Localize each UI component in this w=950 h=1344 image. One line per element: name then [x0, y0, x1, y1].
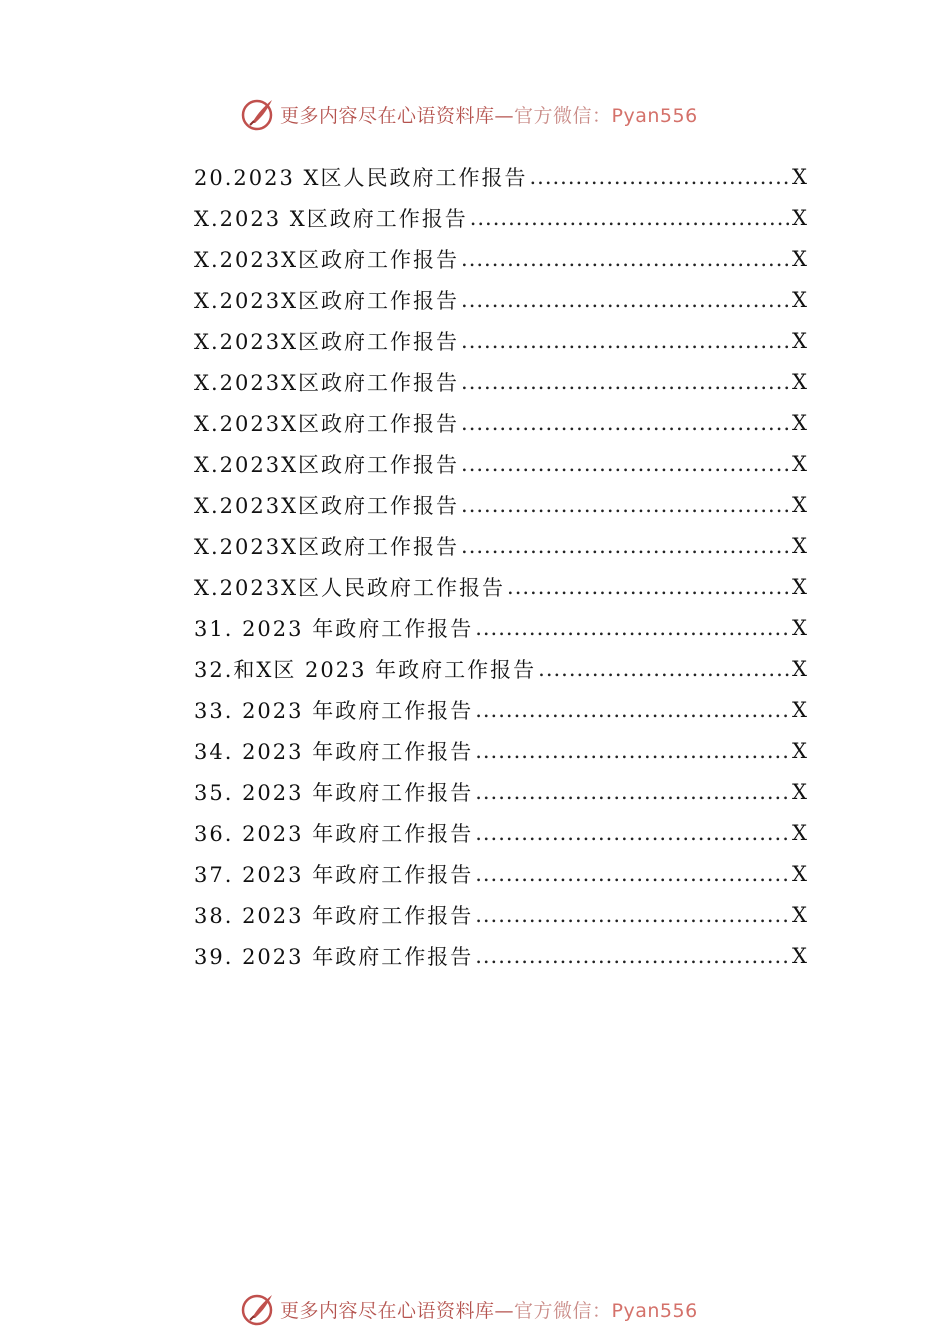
- toc-entry[interactable]: [194, 525, 806, 566]
- toc-entry-page: X: [792, 246, 807, 271]
- toc-entry-page: X: [792, 492, 807, 517]
- toc-leader-dots: [461, 493, 790, 517]
- toc-entry-page: X: [792, 738, 807, 763]
- toc-leader-dots: [461, 411, 790, 435]
- toc-entry-title: 34. 2023 年政府工作报告: [194, 739, 474, 764]
- toc-entry[interactable]: [194, 607, 806, 648]
- toc-entry-title: X.2023 X区政府工作报告: [194, 206, 468, 231]
- toc-entry-title: X.2023X区人民政府工作报告: [194, 575, 506, 600]
- toc-entry-page: X: [792, 205, 807, 230]
- toc-entry[interactable]: [194, 238, 806, 279]
- toc-entry[interactable]: [194, 279, 806, 320]
- toc-entry-title: 37. 2023 年政府工作报告: [194, 862, 474, 887]
- toc-entry-title: 20.2023 X区人民政府工作报告: [194, 165, 528, 190]
- toc-entry-title: X.2023X区政府工作报告: [194, 329, 460, 354]
- toc-entry-title: 38. 2023 年政府工作报告: [194, 903, 474, 928]
- toc-entry-title: X.2023X区政府工作报告: [194, 411, 460, 436]
- toc-leader-dots: [475, 698, 790, 722]
- toc-entry[interactable]: [194, 156, 806, 197]
- toc-entry-page: X: [792, 697, 807, 722]
- toc-entry-page: X: [792, 164, 807, 189]
- wechat-label: 官方微信：: [514, 104, 612, 127]
- toc-entry[interactable]: [194, 894, 806, 935]
- table-of-contents: [194, 156, 806, 976]
- toc-entry-title: 36. 2023 年政府工作报告: [194, 821, 474, 846]
- toc-entry[interactable]: [194, 853, 806, 894]
- toc-entry-page: X: [792, 943, 807, 968]
- toc-entry-page: X: [792, 779, 807, 804]
- toc-leader-dots: [475, 616, 790, 640]
- toc-entry-page: X: [792, 656, 807, 681]
- toc-leader-dots: [475, 780, 790, 804]
- toc-entry-page: X: [792, 820, 807, 845]
- toc-entry-title: 39. 2023 年政府工作报告: [194, 944, 474, 969]
- toc-entry[interactable]: [194, 320, 806, 361]
- toc-entry[interactable]: [194, 935, 806, 976]
- toc-leader-dots: [470, 206, 790, 230]
- toc-entry-title: 32.和X区 2023 年政府工作报告: [194, 657, 537, 682]
- toc-entry-title: 33. 2023 年政府工作报告: [194, 698, 474, 723]
- toc-entry[interactable]: [194, 730, 806, 771]
- toc-entry-page: X: [792, 287, 807, 312]
- toc-entry[interactable]: [194, 443, 806, 484]
- toc-entry[interactable]: [194, 648, 806, 689]
- toc-entry-page: X: [792, 451, 807, 476]
- toc-entry-page: X: [792, 615, 807, 640]
- toc-leader-dots: [507, 575, 790, 599]
- dash: —: [494, 104, 515, 127]
- dash: —: [494, 1299, 515, 1322]
- toc-entry[interactable]: [194, 197, 806, 238]
- wechat-label: 官方微信：: [514, 1299, 612, 1322]
- toc-leader-dots: [461, 534, 790, 558]
- toc-entry-page: X: [792, 410, 807, 435]
- toc-entry-page: X: [792, 574, 807, 599]
- toc-entry-title: X.2023X区政府工作报告: [194, 370, 460, 395]
- toc-leader-dots: [461, 247, 790, 271]
- toc-leader-dots: [475, 821, 790, 845]
- wechat-account: Pyan556: [611, 104, 698, 127]
- header-banner: [240, 96, 760, 132]
- toc-leader-dots: [538, 657, 790, 681]
- toc-entry-title: X.2023X区政府工作报告: [194, 247, 460, 272]
- toc-leader-dots: [461, 288, 790, 312]
- toc-entry-page: X: [792, 369, 807, 394]
- toc-entry-page: X: [792, 861, 807, 886]
- toc-entry[interactable]: [194, 771, 806, 812]
- toc-entry-page: X: [792, 902, 807, 927]
- toc-entry-page: X: [792, 328, 807, 353]
- toc-entry-title: X.2023X区政府工作报告: [194, 288, 460, 313]
- footer-banner: [240, 1291, 760, 1327]
- wechat-account: Pyan556: [611, 1299, 698, 1322]
- toc-leader-dots: [475, 903, 790, 927]
- toc-leader-dots: [475, 944, 790, 968]
- toc-entry-title: 31. 2023 年政府工作报告: [194, 616, 474, 641]
- toc-leader-dots: [461, 452, 790, 476]
- toc-entry[interactable]: [194, 566, 806, 607]
- site-name: 更多内容尽在心语资料库: [280, 104, 495, 127]
- site-name: 更多内容尽在心语资料库: [280, 1299, 495, 1322]
- toc-entry-title: X.2023X区政府工作报告: [194, 493, 460, 518]
- quill-logo-icon: [240, 96, 276, 132]
- toc-leader-dots: [461, 370, 790, 394]
- header-text: [280, 101, 698, 128]
- toc-leader-dots: [529, 165, 790, 189]
- toc-leader-dots: [475, 739, 790, 763]
- toc-entry-title: 35. 2023 年政府工作报告: [194, 780, 474, 805]
- quill-logo-icon: [240, 1291, 276, 1327]
- toc-entry[interactable]: [194, 689, 806, 730]
- toc-entry[interactable]: [194, 402, 806, 443]
- toc-entry-title: X.2023X区政府工作报告: [194, 534, 460, 559]
- toc-entry[interactable]: [194, 812, 806, 853]
- toc-entry-page: X: [792, 533, 807, 558]
- toc-leader-dots: [461, 329, 790, 353]
- footer-text: [280, 1296, 698, 1323]
- toc-entry-title: X.2023X区政府工作报告: [194, 452, 460, 477]
- toc-leader-dots: [475, 862, 790, 886]
- toc-entry[interactable]: [194, 484, 806, 525]
- toc-entry[interactable]: [194, 361, 806, 402]
